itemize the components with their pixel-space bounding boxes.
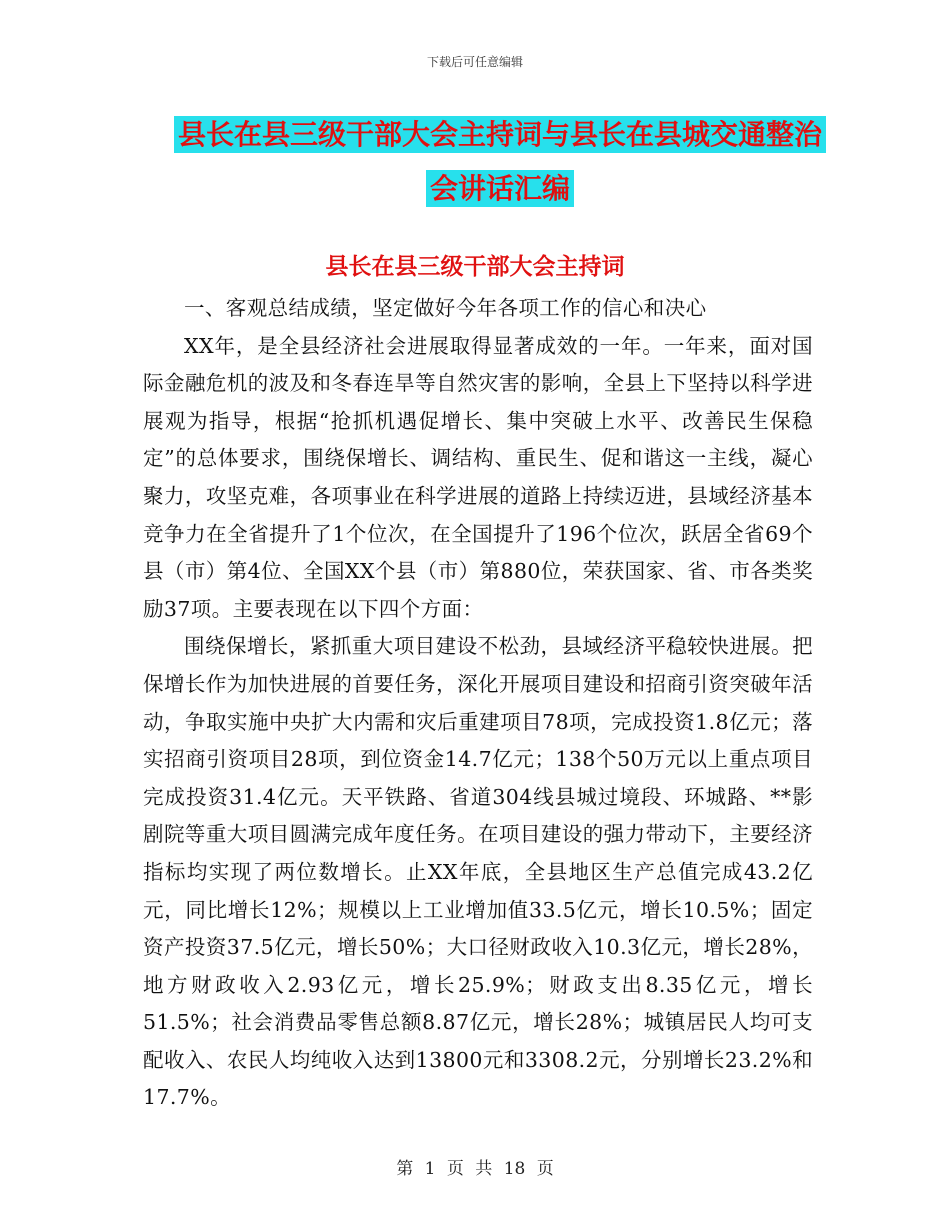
paragraph-heading: 一、客观总结成绩，坚定做好今年各项工作的信心和决心 [184, 296, 707, 320]
document-title-line-1: 县长在县三级干部大会主持词与县长在县城交通整治 [174, 116, 826, 153]
section-title: 县长在县三级干部大会主持词 [325, 254, 625, 280]
page-number-footer: 第 1 页 共 18 页 [396, 1159, 554, 1179]
paragraph: XX年，是全县经济社会进展取得显著成效的一年。一年来，面对国际金融危机的波及和冬春连旱等自然灾害的影响，全县上下坚持以科学进展观为指导，根据“抢抓机遇促增长、集中突破上水平、改善民生保稳定”的总体要求，围绕保增长、调结构、重民生、促和谐这一主线，凝心聚力，攻坚克难，各项事业在科学进展的道路上持续迈进，县域经济基本竞争力在全省提升了1个位次，在全国提升了196个位次，跃居全省69个县（市）第4位、全国XX个县（市）第880位，荣获国家、省、市各类奖励37项。主要表现在以下四个方面： [143, 333, 813, 621]
document-title-line-2: 会讲话汇编 [426, 170, 574, 207]
document-body [143, 290, 813, 1117]
header-note: 下载后可任意编辑 [426, 55, 523, 69]
paragraph: 围绕保增长，紧抓重大项目建设不松劲，县域经济平稳较快进展。把保增长作为加快进展的首要任务，深化开展项目建设和招商引资突破年活动，争取实施中央扩大内需和灾后重建项目78项，完成投资1.8亿元；落实招商引资项目28项，到位资金14.7亿元；138个50万元以上重点项目完成投资31.4亿元。天平铁路、省道304线县城过境段、环城路、**影剧院等重大项目圆满完成年度任务。在项目建设的强力带动下，主要经济指标均实现了两位数增长。止XX年底，全县地区生产总值完成43.2亿元，同比增长12%；规模以上工业增加值33.5亿元，增长10.5%；固定资产投资37.5亿元，增长50%；大口径财政收入10.3亿元，增长28%，地方财政收入2.93亿元，增长25.9%；财政支出8.35亿元，增长51.5%；社会消费品零售总额8.87亿元，增长28%；城镇居民人均可支配收入、农民人均纯收入达到13800元和3308.2元，分别增长23.2%和17.7%。 [143, 634, 813, 1110]
document-title [150, 108, 850, 216]
